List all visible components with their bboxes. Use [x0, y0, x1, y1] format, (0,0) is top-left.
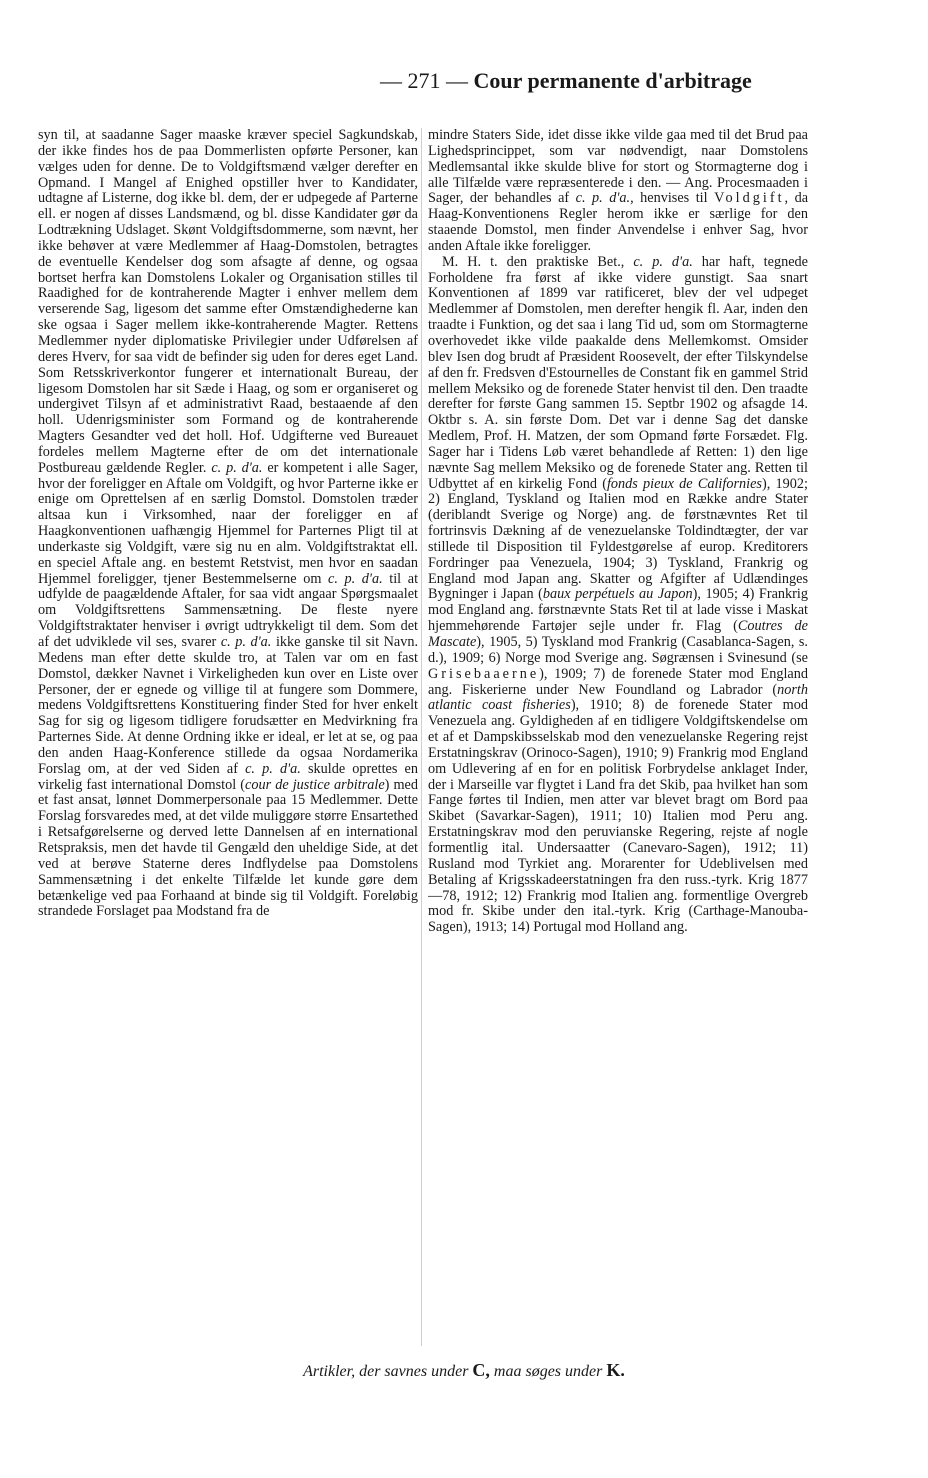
abbreviation: c. p. d'a. [328, 570, 383, 587]
right-column [428, 128, 808, 1348]
text-run: , henvises til [630, 190, 708, 207]
text-run: ), 1905, 5) Tyskland mod Frankrig (Casablanca-Sagen, s. d.), 1909; 6) Norge mod Sverige ang. Søgrænsen i Svinesund (se [428, 634, 808, 666]
text-run: , da Haag-Konventionens Regler herom ikke er særlige for den staaende Domstol, men finder Anvendelse i enhver Sag, hvor anden Aftale ikke foreligger. [428, 190, 808, 254]
abbreviation: c. p. d'a. [245, 760, 301, 777]
text-run: ), 1910; 8) de forenede Stater mod Venezuela ang. Gyldigheden af en tidligere Voldgiftskendelse om et af et Dampskibsselskab mod den venezuelanske Regering rejst Erstatningskrav (Orinoco-Sagen), 1910; 9) Frankrig mod England om Udlevering af en for en politisk Forbrydelse anklaget Inder, der i Marseille var flygtet i Land fra det Skib, paa hvilket han som Fange førtes til Indien, men atter var blevet bragt om Bord paa Skibet (Savarkar-Sagen), 1911; 10) Italien mod Peru ang. Erstatningskrav mod den peruvianske Regering, rejste af nogle formentlig ital. Undersaatter (Canevaro-Sagen), 1912; 11) Rusland mod Tyrkiet ang. Morarenter for Udeblivelsen med Betaling af Krigsskadeerstatningen fra den russ.-tyrk. Krig 1877—78, 1912; 12) Frankrig mod Italien ang. formentlige Overgreb mod fr. Skibe under den ital.-tyrk. Krig (Carthage-Manouba-Sagen), 1913; 14) Portugal mod Holland ang. [428, 697, 808, 936]
text-run: skulde oprettes en virkelig fast international Domstol ( [38, 760, 418, 793]
italic-term: north atlantic coast fisheries [428, 681, 808, 714]
header-title: Cour permanente d'arbitrage [473, 68, 752, 93]
text-run: ), 1902; 2) England, Tyskland og Italien mod en Række andre Stater (deriblandt Sverige og Norge) ang. de førstnævntes Ret til fortrinsvis Dækning af de venezuelanske Toldindtægter, der var stillede til Disposition til Fyldestgørelse af europ. Kreditorers Fordringer paa Venezuela, 1904; 3) Tyskland, Frankrig og England mod Japan ang. Skatter og Afgifter af Udlændinges Bygninger i Japan ( [428, 475, 808, 603]
right-column-text [428, 128, 808, 255]
text-run: ), 1909; 7) de forenede Stater mod England ang. Fiskerierne under New Foundland og Labrador ( [428, 665, 808, 698]
footer-letter: K. [606, 1360, 625, 1380]
abbreviation: c. p. d'a. [211, 459, 263, 476]
text-run: syn til, at saadanne Sager maaske kræver speciel Sagkundskab, der ikke findes hos de paa Dommerlisten opførte Personer, kan vælges uden for denne. De to Voldgiftsmænd vælger derefter en Opmand. I Mangel af Enighed opstiller hver to Kandidater, udtagne af Listerne, dog ikke bl. dem, der er udpegede af Parterne ell. er nogen af disses Landsmænd, og bl. disse Kandidater gør da Lodtrækning Udslaget. Skønt Voldgiftsdommerne, som nævnt, her ikke behøver at være Medlemmer af Haag-Domstolen, betragtes de eventuelle Kendelser dog som afsagte af denne, og ogsaa bortset herfra kan Domstolens Lokaler og Organisation stilles til Raadighed for de kontraherende Magter i enhver mellem dem verserende Sag, ligesom det samme efter Omstændighederne kan ske ogsaa i Sager mellem ikke-kontraherende Magter. Rettens Medlemmer nyder diplomatiske Privilegier under Udførelsen af deres Hverv, for saa vidt de befinder sig uden for deres eget Land. Som Retsskriverkontor fungerer et internationalt Bureau, der ligesom Domstolen har sit Sæde i Haag, og som er organiseret og undergivet Tilsyn af et administrativt Raad, bestaaende af den holl. Udenrigsminister som Formand og de kontraherende Magters Gesandter ved det holl. Hof. Udgifterne ved Bureauet fordeles mellem Magterne efter de om det internationale Postbureau gældende Regler. [38, 128, 418, 476]
text-run: er kompetent i alle Sager, hvor der foreligger en Aftale om Voldgift, og hvor Parterne ikke er enige om Oprettelsen af en særlig Domstol. Domstolen træder altsaa kun i Virksomhed, naar der foreligger en af Haagkonventionen uafhængig Hjemmel for Parternes Pligt til at underkaste sig Voldgift, være sig nu en alm. Voldgiftstraktat ell. en speciel Aftale ang. en bestemt Retstvist, men hvor en saadan Hjemmel foreligger, tjener Bestemmelserne om [38, 459, 418, 587]
italic-term: Coutres de Mascate [428, 618, 808, 650]
text-run: har haft, tegnede Forholdene fra først af ikke videre gunstigt. Saa snart Konventionen af 1899 var ratificeret, blev der vel udpeget Medlemmer af Domstolen, men derefter hengik fl. Aar, inden den traadte i Funktion, og det saa i lang Tid ud, som om Stormagterne overhovedet ikke vilde paakalde dens Mellemkomst. Omsider blev Isen dog brudt af Præsident Roosevelt, der efter Tilskyndelse af den fr. Fredsven d'Estournelles de Constant fik en gammel Strid mellem Meksiko og de forenede Stater henvist til den. Den traadte derefter for første Gang sammen 15. Septbr 1902 og afsagde 14. Oktbr s. A. sin første Dom. Det var i denne Sag det danske Medlem, Prof. H. Matzen, der som Opmand førte Forsædet. Flg. Sager har i Tidens Løb været behandlede af Retten: 1) den lige nævnte Sag mellem Meksiko og de forenede Stater ang. Retten til Udbyttet af en kirkelig Fond ( [428, 253, 808, 492]
footer-letter: C, [472, 1360, 490, 1380]
footer-text: Artikler, der savnes under [303, 1363, 469, 1380]
abbreviation: c. p. d'a. [220, 634, 272, 650]
italic-term: cour de justice arbitrale [245, 776, 385, 793]
italic-term: fonds pieux de Californies [606, 475, 762, 492]
abbreviation: c. p. d'a. [633, 253, 693, 270]
footer-text: maa søges under [493, 1363, 603, 1380]
cross-reference: Voldgift [714, 190, 785, 207]
left-column [38, 128, 418, 1348]
footer-note [0, 1360, 928, 1381]
cross-reference: Grisebaaerne [428, 665, 540, 682]
right-column-paragraph [428, 255, 808, 936]
text-run: mindre Staters Side, idet disse ikke vilde gaa med til det Brud paa Lighedsprincippet, som var nødvendigt, naar Domstolens Medlemsantal ikke skulde blive for stort og Stormagterne dog i alle Tilfælde være repræsenterede i den. — Ang. Procesmaaden i Sager, der behandles af [428, 128, 808, 207]
italic-term: baux perpétuels au Japon [542, 586, 693, 603]
text-run: ) med et fast ansat, lønnet Dommerpersonale paa 15 Medlemmer. Dette Forslag forsvaredes med, at det vilde muliggøre større Ensartethed i Retsafgørelserne og derved lette Dannelsen af en international Retspraksis, men det havde til Gengæld den uheldige Side, at det ved at berøve Staterne deres Indflydelse paa Domstolens Sammensætning i det enkelte Tilfælde let kunde gøre dem betænkelige ved paa Forhaand at binde sig til Voldgift. Foreløbig strandede Forslaget paa Modstand fra de [38, 776, 418, 920]
text-run: ), 1905; 4) Frankrig mod England ang. førstnævnte Stats Ret til at lade visse i Maskat hjemmehørende Fartøjer sejle under fr. Flag ( [428, 586, 808, 635]
abbreviation: c. p. d'a. [575, 190, 631, 207]
text-run: ikke ganske til sit Navn. Medens man efter dette skulde tro, at Talen var om en fast Domstol, dækker Navnet i Virkeligheden kun over en Liste over Personer, der er egnede og villige til at fungere som Dommere, medens Voldgiftsrettens Konstituering finder Sted for hver enkelt Sag for sig og ligesom tidligere forudsætter en Medvirkning fra Parternes Side. At denne Ordning ikke er ideal, er let at se, og paa den anden Haag-Konference stillede da ogsaa Nordamerika Forslag om, at der ved Siden af [38, 634, 418, 777]
running-header [380, 68, 800, 108]
column-divider [421, 128, 422, 1346]
text-run: til at udfylde de paagældende Aftaler, for saa vidt angaar Spørgsmaalet om Voldgiftsrettens Sammensætning. De fleste nyere Voldgiftstraktater henviser i øvrigt udtrykkeligt til dem. Som det af det udviklede vil ses, svarer [38, 570, 418, 650]
text-run: M. H. t. den praktiske Bet., [442, 253, 625, 270]
left-column-text [38, 128, 418, 920]
page-number: — 271 — [380, 68, 468, 93]
